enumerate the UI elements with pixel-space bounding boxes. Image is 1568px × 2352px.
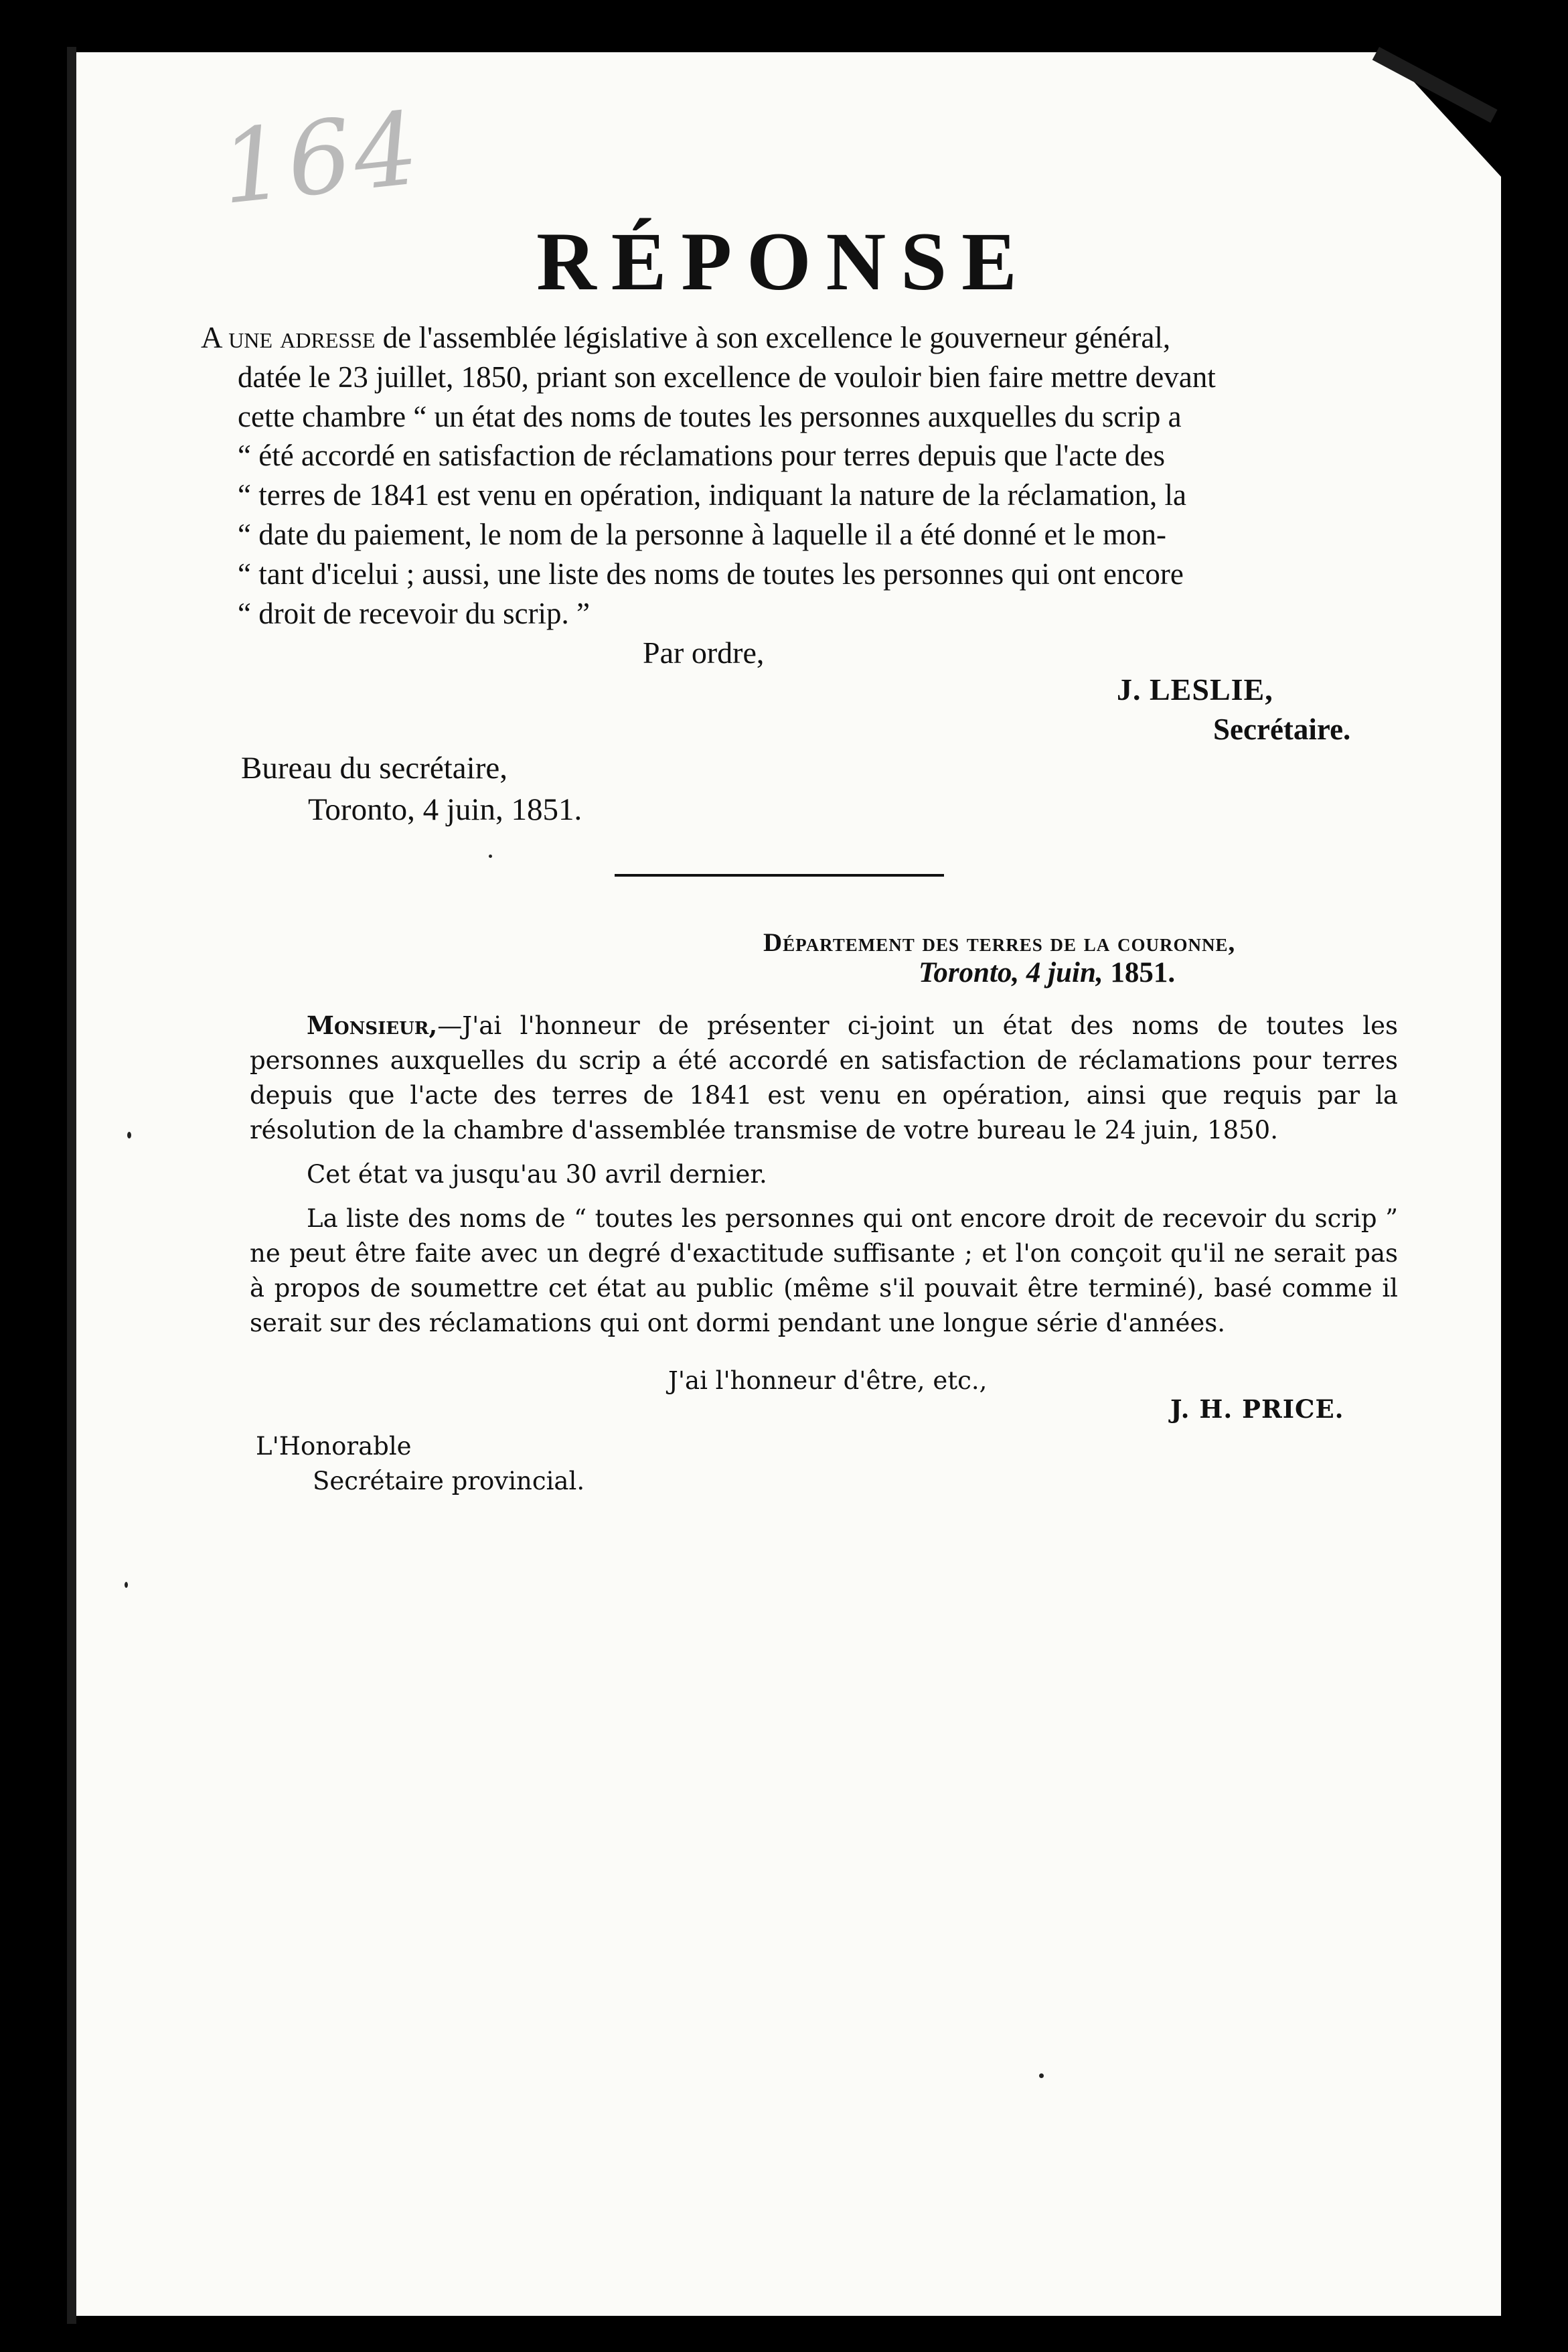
- letter-paragraph: [250, 1008, 1398, 1148]
- address-line: “ droit de recevoir du scrip. ”: [238, 596, 591, 630]
- ink-speck: [1039, 2073, 1044, 2078]
- signature-title: Secrétaire.: [1213, 713, 1351, 746]
- ink-speck: [489, 855, 492, 858]
- signature-leslie: J. LESLIE,: [1117, 672, 1273, 707]
- addressee-title: Secrétaire provincial.: [313, 1467, 585, 1495]
- address-line: “ date du paiement, le nom de la personne à laquelle il a été donné et le mon-: [238, 517, 1166, 551]
- ink-speck: [127, 1132, 131, 1138]
- dateline-place: Toronto, 4 juin,: [919, 957, 1103, 988]
- address-line: “ tant d'icelui ; aussi, une liste des noms de toutes les personnes qui ont encore: [238, 557, 1184, 591]
- address-line: datée le 23 juillet, 1850, priant son excellence de vouloir bien faire mettre devant: [238, 360, 1216, 394]
- binding-edge-left: [67, 47, 76, 2324]
- place-and-date: [241, 747, 582, 830]
- letter-paragraph: Cet état va jusqu'au 30 avril dernier.: [307, 1160, 767, 1189]
- signature-price: J. H. PRICE.: [1170, 1394, 1344, 1424]
- salutation: Monsieur,: [307, 1011, 438, 1040]
- ink-speck: [125, 1582, 128, 1588]
- addressee-honorific: L'Honorable: [256, 1432, 412, 1461]
- par-ordre: Par ordre,: [643, 636, 765, 670]
- address-lead-letter: A: [201, 321, 222, 354]
- letter-body: [250, 1008, 1398, 1350]
- paragraph-text: —J'ai l'honneur de présenter ci-joint un état des noms de toutes les personnes auxquelles du scrip a été accordé en satisfaction de réclamations pour terres depuis que l'acte des terres de 1841 est venu en opération, ainsi que requis par la résolution de la chambre d'assemblée transmise de votre bureau le 24 juin, 1850.: [250, 1011, 1398, 1145]
- section-divider: [615, 874, 944, 877]
- address-paragraph: [201, 318, 1389, 633]
- place-line: Bureau du secrétaire,: [241, 751, 507, 786]
- address-line: cette chambre “ un état des noms de toutes les personnes auxquelles du scrip a: [238, 399, 1182, 433]
- letter-dateline: [919, 956, 1175, 989]
- address-line-text: de l'assemblée législative à son excellence le gouverneur général,: [382, 321, 1171, 354]
- letter-paragraph: La liste des noms de “ toutes les personnes qui ont encore droit de recevoir du scrip ” ne peut être faite avec un degré d'exactitude suffisante ; et l'on conçoit qu'il ne serait pas à propos de soumettre cet état au public (même s'il pouvait être terminé), basé comme il serait sur des réclamations qui ont dormi pendant une longue série d'années.: [250, 1204, 1398, 1337]
- date-line: Toronto, 4 juin, 1851.: [308, 792, 582, 827]
- address-line: “ terres de 1841 est venu en opération, indiquant la nature de la réclamation, la: [238, 478, 1186, 512]
- department-heading: Département des terres de la couronne,: [763, 928, 1236, 957]
- addressee: [256, 1429, 584, 1499]
- page-title: RÉPONSE: [536, 216, 1032, 307]
- address-line: “ été accordé en satisfaction de réclamations pour terres depuis que l'acte des: [238, 439, 1165, 473]
- address-line: [201, 318, 1389, 358]
- letter-closing: J'ai l'honneur d'être, etc.,: [668, 1366, 988, 1395]
- folio-mark: 164: [215, 90, 426, 228]
- address-smallcaps: une adresse: [228, 321, 376, 354]
- dateline-year: 1851.: [1103, 957, 1176, 988]
